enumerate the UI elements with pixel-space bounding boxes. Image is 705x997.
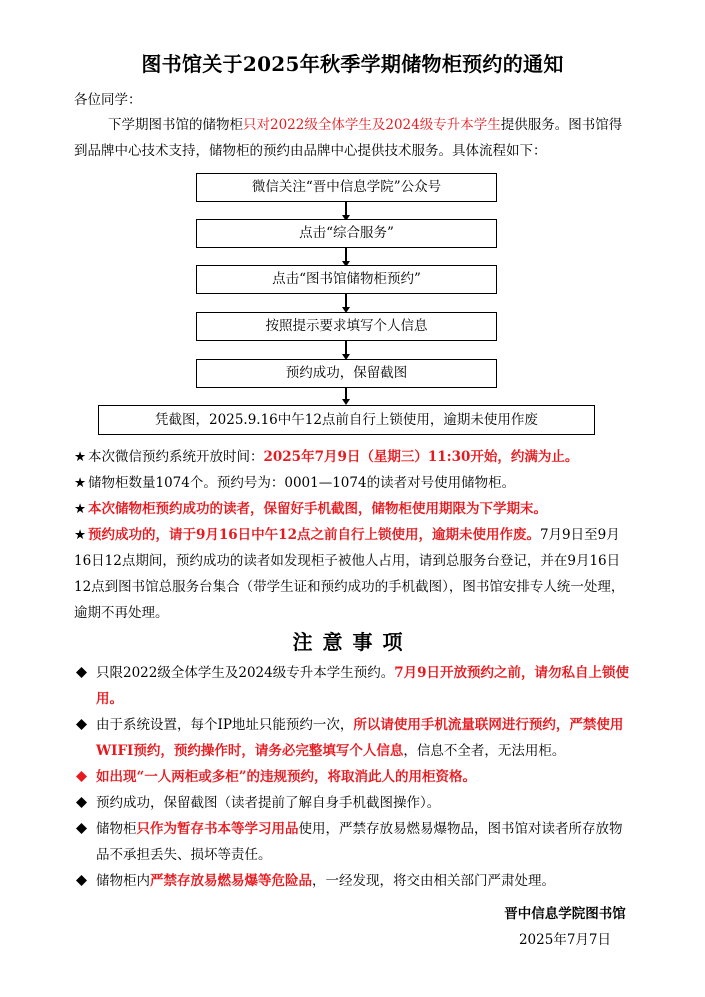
- star-item-quantity: [74, 470, 634, 496]
- flow-step-4: 按照提示要求填写个人信息: [196, 312, 497, 341]
- greeting: 各位同学：: [74, 92, 142, 108]
- note-item-prohibited: [74, 868, 634, 894]
- period-text: 本次储物柜预约成功的读者，保留好手机截图，储物柜使用期限为下学期末。: [88, 501, 547, 517]
- open-time-label: 本次微信预约系统开放时间：: [88, 449, 264, 465]
- lock-deadline-text: 预约成功的，请于9月16日中午12点之前自行上锁使用，逾期未使用作废。: [88, 527, 540, 543]
- diamond-bullet-icon: [76, 667, 87, 678]
- note-emphasis: 所以请使用手机流量联网进行预约，严禁使用WIFI预约，预约操作时，请务必完整填写个人信息: [96, 717, 624, 759]
- star-item-lock-deadline: [74, 522, 634, 626]
- note-item-violation: [74, 764, 634, 790]
- note-item-ip-limit: [74, 712, 634, 764]
- star-item-period: [74, 496, 634, 522]
- note-text: 预约成功，保留截图（读者提前了解自身手机截图操作）。: [96, 795, 441, 811]
- star-icon: ★: [74, 527, 87, 543]
- open-time-value: 2025年7月9日（星期三）11:30开始，约满为止。: [263, 449, 579, 465]
- intro-text-end: 提供服务。图书馆得到品牌中心技术支持，储物柜的预约由品牌中心提供技术服务。具体流程如下：: [74, 117, 623, 159]
- flow-step-6: 凭截图，2025.9.16中午12点前自行上锁使用，逾期未使用作废: [98, 405, 595, 435]
- diamond-bullet-icon: [76, 719, 87, 730]
- note-text: 由于系统设置，每个IP地址只能预约一次，: [96, 717, 354, 733]
- flow-step-1: 微信关注“晋中信息学院”公众号: [196, 173, 497, 202]
- note-text: 储物柜内: [96, 873, 150, 889]
- diamond-bullet-icon: [76, 823, 87, 834]
- note-emphasis: 如出现“一人两柜或多柜”的违规预约，将取消此人的用柜资格。: [96, 769, 477, 785]
- flow-step-2: 点击“综合服务”: [196, 219, 497, 248]
- note-text: 只限2022级全体学生及2024级专升本学生预约。: [96, 665, 395, 681]
- diamond-bullet-icon: [76, 797, 87, 808]
- signature-org: 晋中信息学院图书馆: [504, 906, 626, 922]
- flow-step-3: 点击“图书馆储物柜预约”: [196, 265, 497, 294]
- page-title: 图书馆关于2025年秋季学期储物柜预约的通知: [141, 52, 564, 76]
- star-icon: ★: [74, 475, 87, 491]
- flow-step-5: 预约成功，保留截图: [196, 359, 497, 388]
- note-item-usage: [74, 816, 634, 868]
- star-icon: ★: [74, 449, 87, 465]
- signature-date: 2025年7月7日: [518, 932, 612, 948]
- star-icon: ★: [74, 501, 87, 517]
- intro-text: 下学期图书馆的储物柜: [108, 117, 243, 133]
- notice-section-title: 注意事项: [292, 630, 413, 654]
- occupied-handling-text: 7月9日至9月16日12点期间，预约成功的读者如发现柜子被他人占用，请到总服务台登记，并在9月16日12点到图书馆总服务台集合（带学生证和预约成功的手机截图），图书馆安排专人统一处理，逾期不再处理。: [74, 527, 625, 621]
- note-text: 储物柜: [96, 821, 137, 837]
- intro-paragraph: [74, 112, 634, 164]
- star-item-open-time: [74, 444, 634, 470]
- note-item-eligibility: [74, 660, 634, 712]
- note-text-end: ，信息不全者，无法用柜。: [403, 743, 566, 759]
- diamond-bullet-icon: [76, 875, 87, 886]
- quantity-text: 储物柜数量1074个。预约号为：0001—1074的读者对号使用储物柜。: [88, 475, 516, 491]
- note-emphasis: 7月9日开放预约之前，请勿私自上锁使用。: [96, 665, 630, 707]
- intro-emphasis: 只对2022级全体学生及2024级专升本学生: [243, 117, 501, 133]
- note-emphasis: 严禁存放易燃易爆等危险品: [150, 873, 312, 889]
- note-emphasis: 只作为暂存书本等学习用品: [136, 821, 299, 837]
- note-text-end: ，一经发现，将交由相关部门严肃处理。: [312, 873, 555, 889]
- note-item-screenshot: [74, 790, 634, 816]
- note-text-end: 使用，严禁存放易燃易爆物品，图书馆对读者所存放物品不承担丢失、损坏等责任。: [96, 821, 623, 863]
- diamond-bullet-icon: [76, 771, 87, 782]
